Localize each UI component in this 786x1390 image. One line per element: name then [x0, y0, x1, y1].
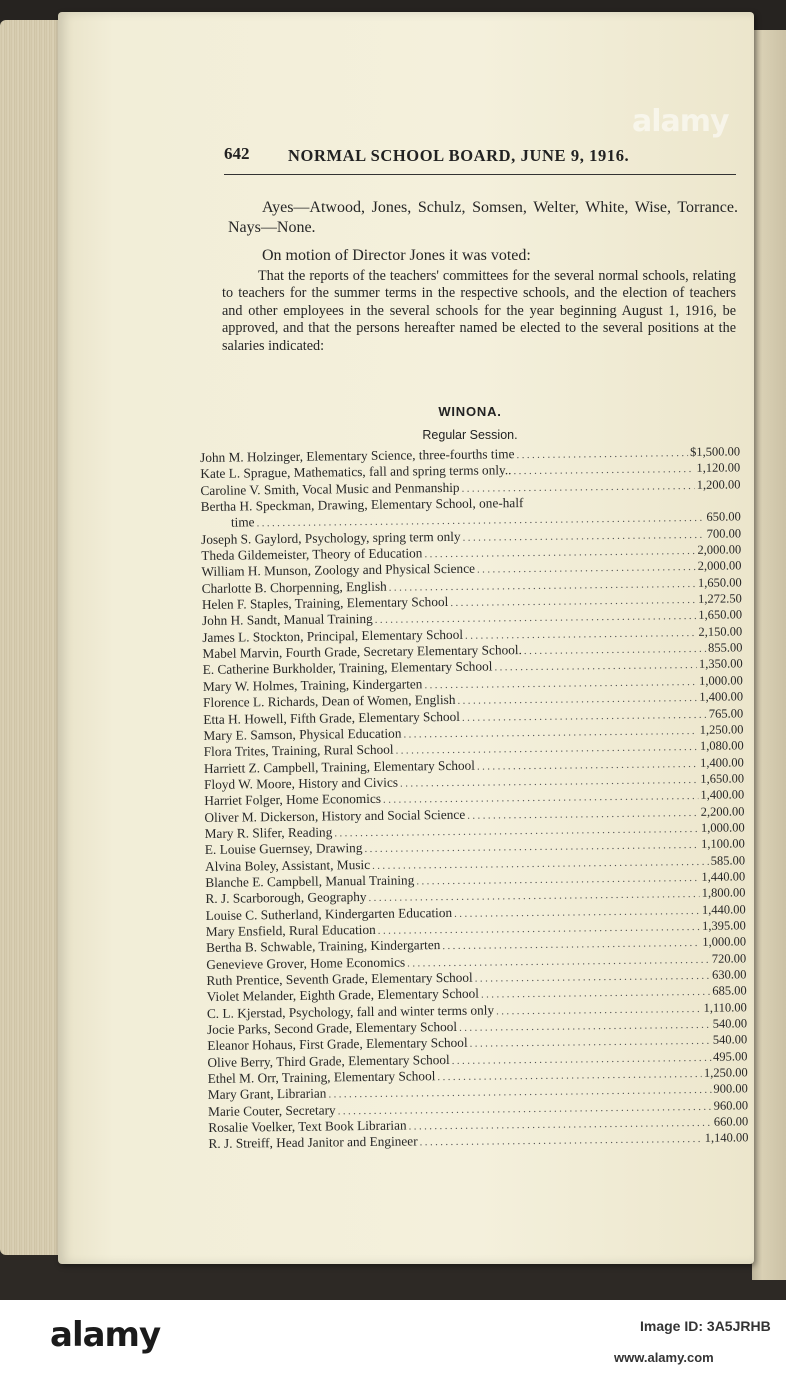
- roster-salary: 900.00: [713, 1081, 748, 1097]
- roster-salary: 540.00: [712, 1032, 748, 1048]
- leader-dots: [481, 986, 710, 1001]
- roster-name: Mary Ensfield, Rural Education: [205, 921, 376, 939]
- leader-dots: [420, 1133, 703, 1148]
- roster-salary: 1,000.00: [702, 934, 747, 950]
- facing-page-edge: [752, 30, 786, 1280]
- leader-dots: [475, 970, 711, 985]
- roster-name: Mary W. Holmes, Training, Kindergarten: [202, 676, 423, 694]
- roster-salary: 1,110.00: [703, 1000, 747, 1015]
- roster-name: Mabel Marvin, Fourth Grade, Secretary Elementary School.: [202, 642, 522, 662]
- roster-name: Marie Couter, Secretary: [207, 1102, 336, 1119]
- roster-salary: 1,800.00: [701, 885, 746, 901]
- roster-name: Florence L. Richards, Dean of Women, English: [202, 692, 456, 711]
- roster-salary: 1,250.00: [699, 722, 744, 737]
- leader-dots: [461, 480, 694, 495]
- roster-name: Mary Grant, Librarian: [207, 1085, 327, 1103]
- leader-dots: [450, 594, 696, 609]
- roster-name: Flora Trites, Training, Rural School: [203, 741, 394, 760]
- alamy-watermark: alamy: [632, 104, 729, 139]
- roster-salary: 2,150.00: [698, 624, 743, 639]
- resolution-paragraph: That the reports of the teachers' committees for the several normal schools, relating to teachers for the summer terms in the respective schools, and the election of teachers and other employees in the several schools for the year beginning August 1, 1916, be approved, and that the persons hereafter named be elected to the several positions at the salaries indicated:: [222, 268, 736, 354]
- roster-salary: 1,440.00: [701, 869, 746, 884]
- roster-salary: 1,650.00: [698, 607, 743, 623]
- motion-paragraph: On motion of Director Jones it was voted:: [262, 247, 531, 264]
- leader-dots: [524, 643, 706, 657]
- leader-dots: [463, 529, 705, 544]
- roster-name: Etta H. Howell, Fifth Grade, Elementary School: [203, 708, 460, 727]
- roster-name: Joseph S. Gaylord, Psychology, spring term only: [200, 528, 461, 547]
- roster-name: time: [230, 514, 255, 531]
- roster-salary: 1,000.00: [699, 673, 743, 688]
- roster-salary: 660.00: [713, 1114, 749, 1129]
- session-heading: Regular Session.: [422, 428, 518, 442]
- roster-name: John M. Holzinger, Elementary Science, three-fourths time: [200, 446, 515, 465]
- roster-salary: $1,500.00: [689, 444, 741, 460]
- roster-salary: 540.00: [712, 1016, 748, 1031]
- roster-name: Charlotte B. Chorpenning, English: [201, 578, 387, 596]
- roster-salary: 1,400.00: [700, 754, 744, 770]
- roster-name: Jocie Parks, Second Grade, Elementary School: [206, 1018, 458, 1037]
- page-number: 642: [224, 144, 250, 163]
- alamy-logo: alamy: [50, 1315, 161, 1355]
- roster-name: Bertha H. Speckman, Drawing, Elementary School, one-half: [200, 495, 524, 515]
- school-heading: WINONA.: [438, 404, 502, 419]
- roster-name: Harriet Folger, Home Economics: [204, 791, 382, 809]
- leader-dots: [477, 757, 698, 772]
- roster-salary: 720.00: [711, 951, 747, 966]
- roster-name: Harriett Z. Campbell, Training, Elementary School: [203, 757, 476, 776]
- roster-name: Ruth Prentice, Seventh Grade, Elementary School: [206, 969, 473, 988]
- leader-dots: [470, 1035, 711, 1050]
- header-rule: [224, 174, 736, 175]
- roster-name: James L. Stockton, Principal, Elementary School: [202, 626, 464, 645]
- roster-name: E. Louise Guernsey, Drawing: [204, 840, 363, 858]
- leader-dots: [467, 806, 699, 821]
- roster-name: Blanche E. Campbell, Manual Training: [205, 872, 415, 890]
- roster-salary: 2,000.00: [697, 542, 742, 557]
- roster-salary: 1,200.00: [696, 477, 741, 492]
- roster-salary: 1,272.50: [698, 591, 742, 607]
- leader-dots: [462, 708, 707, 723]
- roster-salary: 855.00: [707, 640, 743, 655]
- running-title: NORMAL SCHOOL BOARD, JUNE 9, 1916.: [288, 146, 630, 165]
- leader-dots: [516, 447, 688, 461]
- roster-salary: 1,100.00: [701, 836, 745, 852]
- roster-salary: 685.00: [712, 983, 747, 999]
- roster-salary: 1,120.00: [696, 460, 741, 476]
- roster-name: Ethel M. Orr, Training, Elementary School: [207, 1068, 436, 1087]
- roster-salary: 700.00: [706, 526, 742, 541]
- roster-salary: 2,200.00: [700, 803, 745, 819]
- image-id: Image ID: 3A5JRHB: [640, 1318, 771, 1334]
- roster-salary: 1,000.00: [700, 820, 745, 835]
- roster-name: Caroline V. Smith, Vocal Music and Penmanship: [200, 479, 460, 498]
- leader-dots: [513, 463, 694, 477]
- roster-name: Genevieve Grover, Home Economics: [206, 954, 406, 972]
- roster-name: Floyd W. Moore, History and Civics: [203, 774, 399, 792]
- roster-salary: 585.00: [710, 852, 746, 868]
- roster-salary: 1,440.00: [701, 901, 746, 917]
- leader-dots: [494, 659, 697, 673]
- site-url: www.alamy.com: [614, 1350, 714, 1365]
- roster-salary: 2,000.00: [697, 558, 742, 574]
- roster-salary: 1,650.00: [697, 575, 742, 590]
- roster-name: Mary E. Samson, Physical Education: [203, 725, 402, 743]
- roster-name: Helen F. Staples, Training, Elementary School: [201, 594, 449, 613]
- roster-name: Louise C. Sutherland, Kindergarten Education: [205, 904, 453, 923]
- roster-name: Olive Berry, Third Grade, Elementary School: [207, 1051, 450, 1070]
- roster-name: Rosalie Voelker, Text Book Librarian: [208, 1117, 407, 1136]
- roster-salary: 1,350.00: [698, 656, 743, 672]
- leader-dots: [454, 905, 700, 920]
- roster-salary: 1,400.00: [699, 689, 744, 705]
- roster-name: Kate L. Sprague, Mathematics, fall and spring terms only..: [200, 462, 512, 482]
- roster-salary: 1,395.00: [702, 918, 746, 933]
- roster-name: R. J. Scarborough, Geography: [205, 889, 367, 907]
- roster-name: Alvina Boley, Assistant, Music: [204, 856, 371, 874]
- roster-name: Theda Gildemeister, Theory of Education: [201, 545, 423, 564]
- roster-salary: 960.00: [713, 1098, 749, 1113]
- roster-salary: 1,250.00: [703, 1065, 748, 1080]
- roster-name: R. J. Streiff, Head Janitor and Engineer: [208, 1133, 418, 1152]
- roster-name: Violet Melander, Eighth Grade, Elementary School: [206, 985, 480, 1005]
- roster-salary: 650.00: [706, 509, 741, 525]
- roster-name: E. Catherine Burkholder, Training, Elementary School: [202, 658, 493, 678]
- roster-name: William H. Munson, Zoology and Physical Science: [201, 561, 476, 580]
- roster-name: Eleanor Hohaus, First Grade, Elementary School: [207, 1035, 468, 1054]
- roster-name: Mary R. Slifer, Reading: [204, 824, 333, 841]
- roster-salary: 495.00: [712, 1049, 748, 1064]
- roster-salary: 1,650.00: [700, 771, 745, 786]
- roster-salary: 630.00: [711, 967, 747, 982]
- leader-dots: [496, 1003, 702, 1018]
- votes-paragraph: Ayes—Atwood, Jones, Schulz, Somsen, Welter, White, Wise, Torrance. Nays—None.: [228, 199, 738, 236]
- leader-dots: [457, 692, 697, 707]
- roster-name: C. L. Kjerstad, Psychology, fall and winter terms only: [206, 1002, 495, 1021]
- roster-salary: 1,400.00: [700, 787, 745, 803]
- roster-salary: 765.00: [708, 705, 744, 721]
- leader-dots: [477, 561, 696, 576]
- roster-name: Bertha B. Schwable, Training, Kindergarten: [205, 937, 441, 956]
- roster-salary: 1,080.00: [699, 738, 744, 754]
- running-header: [224, 144, 736, 176]
- roster-salary: 1,140.00: [704, 1130, 749, 1146]
- roster-name: Oliver M. Dickerson, History and Social Science: [204, 806, 466, 825]
- salary-roster: [200, 443, 749, 1152]
- roster-name: John H. Sandt, Manual Training: [201, 611, 373, 629]
- leader-dots: [465, 627, 697, 642]
